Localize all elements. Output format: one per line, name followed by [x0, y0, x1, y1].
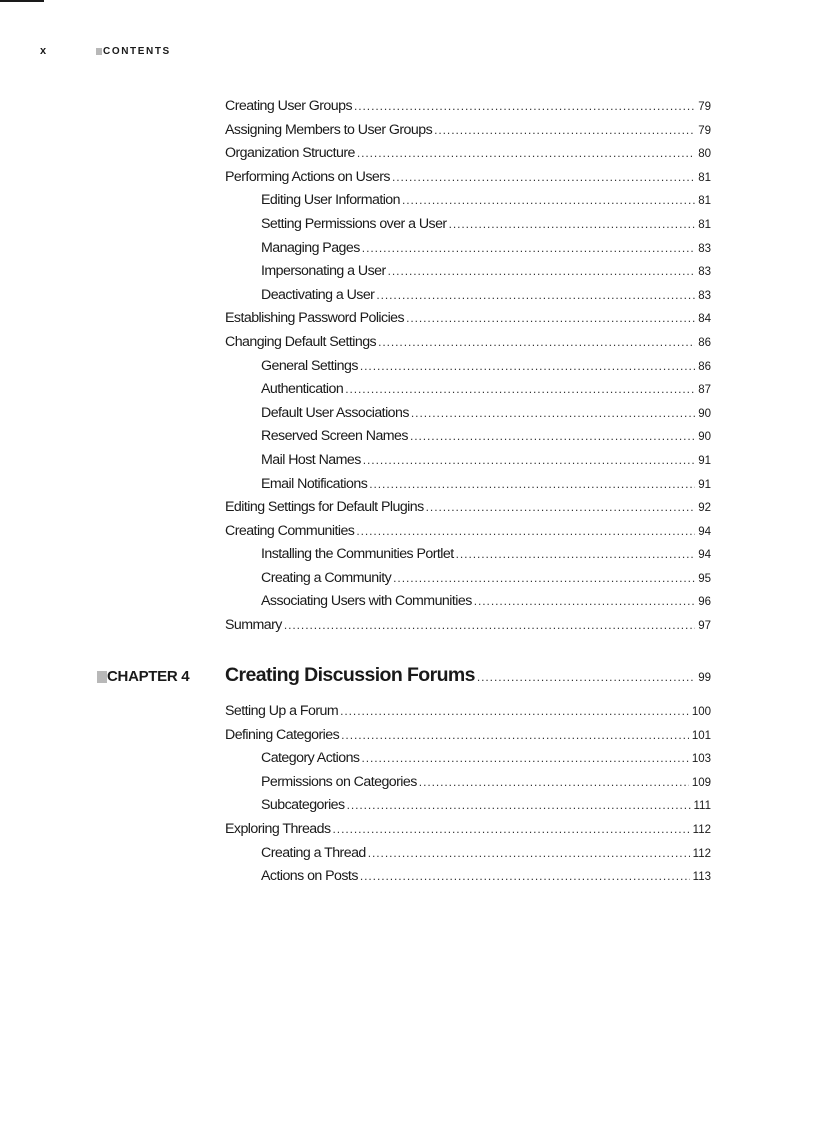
dot-leader — [419, 775, 689, 789]
toc-subentry[interactable] — [225, 428, 711, 452]
dot-leader — [402, 193, 695, 207]
toc-entry-page: 101 — [691, 729, 711, 742]
toc-entry-title: Subcategories — [261, 797, 345, 814]
toc-entry-page: 80 — [698, 148, 711, 161]
toc-entry-title: Organization Structure — [225, 145, 355, 162]
dot-leader — [376, 288, 695, 302]
toc-entry-title: Reserved Screen Names — [261, 428, 408, 445]
toc-entry-page: 103 — [691, 753, 711, 766]
toc-entry-page: 87 — [698, 384, 711, 397]
toc-subentry[interactable] — [225, 774, 711, 798]
dot-leader — [388, 264, 696, 278]
toc-list-before — [225, 98, 711, 641]
toc-entry-title: Creating User Groups — [225, 98, 352, 114]
toc-entry[interactable] — [225, 169, 711, 193]
toc-entry-page: 81 — [698, 218, 711, 231]
toc-entry-page: 95 — [698, 572, 711, 585]
toc-entry-page: 81 — [698, 195, 711, 208]
toc-subentry[interactable] — [225, 570, 711, 594]
chapter-page: 99 — [698, 672, 711, 684]
toc-subentry[interactable] — [225, 358, 711, 382]
toc-entry-page: 83 — [698, 266, 711, 279]
toc-entry-page: 91 — [698, 454, 711, 467]
toc-entry-page: 90 — [698, 431, 711, 444]
toc-subentry[interactable] — [225, 476, 711, 500]
dot-leader — [456, 547, 696, 561]
toc-subentry[interactable] — [225, 797, 711, 821]
toc-entry-page: 83 — [698, 242, 711, 255]
toc-entry-title: Setting Permissions over a User — [261, 215, 447, 232]
toc-entry-page: 94 — [698, 549, 711, 562]
toc-entry-page: 113 — [692, 871, 711, 884]
toc-subentry[interactable] — [225, 593, 711, 617]
dot-leader — [284, 618, 695, 632]
toc-entry-title: Impersonating a User — [261, 263, 386, 280]
dot-leader — [340, 704, 689, 718]
toc-entry-title: Category Actions — [261, 750, 360, 767]
toc-entry[interactable] — [225, 499, 711, 523]
toc-entry-title: Deactivating a User — [261, 286, 375, 303]
dot-leader — [361, 751, 688, 765]
toc-entry-title: Installing the Communities Portlet — [261, 546, 454, 563]
chapter-label-group — [97, 668, 189, 685]
toc-entry-page: 79 — [698, 101, 711, 113]
toc-entry-title: Email Notifications — [261, 475, 368, 492]
dot-leader — [378, 335, 695, 349]
toc-entry-page: 84 — [698, 313, 711, 326]
toc-entry-title: Defining Categories — [225, 726, 340, 743]
toc-entry-page: 86 — [698, 336, 711, 349]
toc-entry-title: Creating a Thread — [261, 844, 366, 861]
dot-leader — [411, 406, 695, 420]
toc-entry[interactable] — [225, 145, 711, 169]
dot-leader — [392, 170, 695, 184]
toc-entry-title: Managing Pages — [261, 239, 360, 256]
toc-entry-title: Editing Settings for Default Plugins — [225, 499, 424, 516]
toc-entry-title: General Settings — [261, 357, 358, 374]
toc-entry-page: 79 — [698, 124, 711, 137]
dot-leader — [341, 728, 689, 742]
toc-entry-page: 91 — [698, 478, 711, 491]
chapter-heading — [0, 664, 816, 694]
dot-leader — [356, 524, 695, 538]
dot-leader — [345, 382, 695, 396]
dot-leader — [477, 670, 695, 684]
toc-entry-page: 112 — [692, 847, 711, 860]
toc-entry-title: Permissions on Categories — [261, 773, 417, 790]
dot-leader — [362, 241, 695, 255]
dot-leader — [354, 99, 695, 113]
toc-entry-page: 97 — [698, 620, 711, 633]
chapter-square-icon — [97, 671, 107, 683]
toc-subentry[interactable] — [225, 845, 711, 869]
dot-leader — [333, 822, 690, 836]
toc-subentry[interactable] — [225, 381, 711, 405]
toc-entry-title: Default User Associations — [261, 404, 409, 421]
toc-subentry[interactable] — [225, 546, 711, 570]
toc-entry[interactable] — [225, 334, 711, 358]
toc-entry-page: 81 — [698, 171, 711, 184]
toc-entry[interactable] — [225, 98, 711, 122]
dot-leader — [357, 146, 695, 160]
toc-entry[interactable] — [225, 821, 711, 845]
toc-subentry[interactable] — [225, 405, 711, 429]
toc-entry-title: Actions on Posts — [261, 868, 358, 885]
toc-entry[interactable] — [225, 617, 711, 641]
toc-entry-title: Exploring Threads — [225, 820, 331, 837]
dot-leader — [449, 217, 696, 231]
dot-leader — [363, 453, 695, 467]
toc-entry-title: Performing Actions on Users — [225, 168, 390, 185]
toc-entry-page: 111 — [693, 800, 711, 813]
toc-list-after — [225, 703, 711, 892]
chapter-title: Creating Discussion Forums — [225, 664, 475, 686]
dot-leader — [406, 311, 695, 325]
toc-entry-title: Associating Users with Communities — [261, 593, 472, 610]
dot-leader — [360, 869, 690, 883]
toc-entry-title: Assigning Members to User Groups — [225, 121, 433, 138]
chapter-label: CHAPTER 4 — [107, 668, 190, 685]
toc-entry-page: 92 — [698, 502, 711, 515]
toc-subentry[interactable] — [225, 868, 711, 892]
toc-entry-title: Summary — [225, 617, 282, 634]
toc-entry-title: Creating a Community — [261, 569, 392, 586]
dot-leader — [347, 798, 691, 812]
running-header — [40, 44, 171, 58]
toc-entry-title: Mail Host Names — [261, 451, 361, 468]
toc-entry-page: 94 — [698, 525, 711, 538]
toc-entry[interactable] — [225, 727, 711, 751]
toc-entry-title: Changing Default Settings — [225, 333, 377, 350]
dot-leader — [369, 477, 695, 491]
dot-leader — [474, 594, 695, 608]
top-rule — [0, 0, 44, 2]
toc-entry-page: 109 — [691, 776, 711, 789]
dot-leader — [368, 846, 690, 860]
toc-subentry[interactable] — [225, 750, 711, 774]
toc-entry-page: 86 — [698, 360, 711, 373]
toc-subentry[interactable] — [225, 263, 711, 287]
toc-subentry[interactable] — [225, 240, 711, 264]
toc-entry-page: 112 — [692, 823, 711, 836]
toc-subentry[interactable] — [225, 192, 711, 216]
dot-leader — [393, 571, 695, 585]
chapter-entry[interactable] — [225, 664, 711, 692]
toc-subentry[interactable] — [225, 287, 711, 311]
page-number: x — [40, 45, 47, 57]
toc-entry-title: Establishing Password Policies — [225, 310, 405, 327]
toc-entry[interactable] — [225, 122, 711, 146]
dot-leader — [410, 429, 695, 443]
toc-entry-title: Creating Communities — [225, 522, 355, 539]
toc-entry-page: 100 — [691, 706, 711, 718]
dot-leader — [360, 359, 695, 373]
toc-entry[interactable] — [225, 310, 711, 334]
toc-subentry[interactable] — [225, 452, 711, 476]
header-square-icon — [96, 48, 102, 55]
dot-leader — [434, 123, 695, 137]
toc-subentry[interactable] — [225, 216, 711, 240]
toc-entry-page: 96 — [698, 596, 711, 609]
running-header-title: CONTENTS — [103, 45, 171, 57]
toc-entry-title: Editing User Information — [261, 192, 400, 209]
toc-entry[interactable] — [225, 703, 711, 727]
toc-entry[interactable] — [225, 523, 711, 547]
toc-entry-title: Setting Up a Forum — [225, 703, 339, 719]
toc-entry-page: 90 — [698, 407, 711, 420]
toc-entry-title: Authentication — [261, 381, 344, 398]
dot-leader — [426, 500, 696, 514]
toc-entry-page: 83 — [698, 289, 711, 302]
